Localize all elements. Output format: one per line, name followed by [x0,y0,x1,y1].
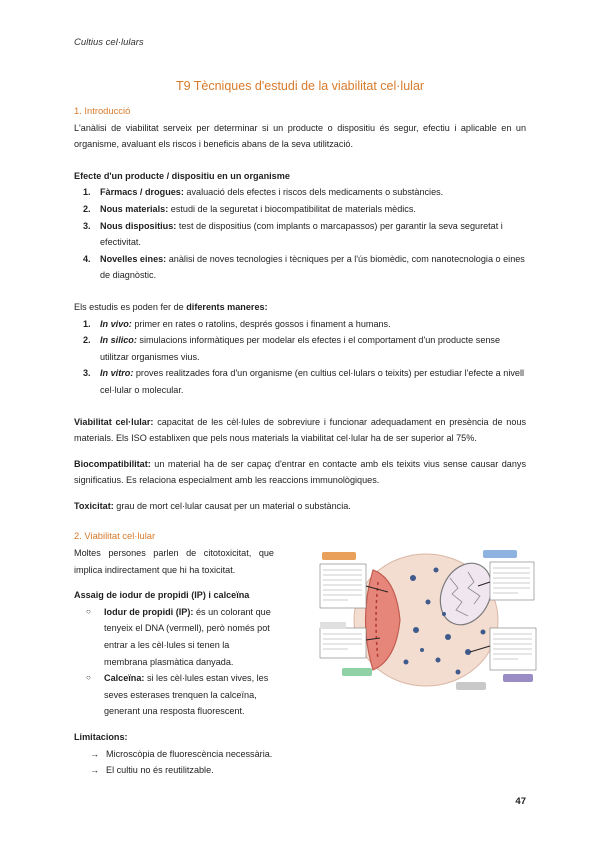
list-item: ○ Iodur de propidi (IP): és un colorant que tenyeix el DNA (vermell), però només pot entrar a les cèl·lules si tenen la membrana plasmàtica danyada. [86,606,271,667]
viability-definition: Viabilitat cel·lular: capacitat de les cèl·lules de sobreviure i funcionar adequadament en presència de nous materials. Els ISO establixen que pels nous materials la viabilitat cel·lular ha de ser superior al 75%. [74,416,526,444]
list-item: 3. In vitro: proves realitzades fora d'un organisme (en cultius cel·lulars o teixits) per estudiar l'efecte a nivell cel·lular o molecular. [83,368,524,395]
list-item: 3. Nous dispositius: test de dispositius (com implants o marcapassos) per garantir la seva seguretat i efectivitat. [83,220,503,248]
section-heading-intro: 1. Introducció [74,105,131,116]
callout-box [320,628,366,658]
limitations-heading: Limitacions: [74,732,128,742]
ways-list [74,316,526,399]
assay-heading: Assaig de iodur de propidi (IP) i calceïna [74,590,250,601]
label-box [503,674,533,682]
callout-box [320,564,366,608]
list-item: ○ Calceïna: si les cèl·lules estan vives, les seves esterases trenquen la calceïna, generant una resposta fluorescent. [86,673,269,717]
limitations-list [74,746,526,779]
label-box [322,552,356,560]
intro-paragraph: L'anàlisi de viabilitat serveix per determinar si un producte o dispositiu és segur, efectiu i aplicable en un organisme, avaluant els riscos i beneficis abans de la seva utilització. [74,122,526,150]
running-header: Cultius cel·lulars [74,37,144,48]
effects-list [74,184,526,284]
assay-list [74,604,274,720]
biocompatibility-definition: Biocompatibilitat: un material ha de ser capaç d'entrar en contacte amb els teixits vius sense causar danys significatius. Es relaciona especialment amb les reaccions immunològiques. [74,458,526,486]
list-item: 2. In silico: simulacions informàtiques per modelar els efectes i el comportament d'un producte sense utilitzar organismes vius. [83,335,501,362]
left-column [74,545,274,720]
list-item: 1. In vivo: primer en rates o ratolins, després gossos i finament a humans. [83,318,391,329]
toxicity-definition: Toxicitat: grau de mort cel·lular causat per un material o substància. [74,500,351,511]
label-box [320,622,346,629]
main-content [74,103,526,779]
list-item: 1. Fàrmacs / drogues: avaluació dels efectes i riscos dels medicaments o substàncies. [83,187,444,198]
page-number: 47 [515,796,526,807]
viability-intro: Moltes persones parlen de citotoxicitat, que implica indirectament que hi ha toxicitat. [74,548,274,575]
label-box [456,682,486,690]
list-item: 2. Nous materials: estudi de la seguretat i biocompatibilitat de materials mèdics. [83,203,416,214]
section-heading-viability: 2. Viabilitat cel·lular [74,530,156,542]
label-box [342,668,372,676]
page-title: T9 Tècniques d'estudi de la viabilitat cel·lular [175,79,425,93]
ways-intro: Els estudis es poden fer de diferents maneres: [74,301,268,312]
label-box [483,550,517,558]
cell-viability-diagram [318,542,538,692]
list-item: → El cultiu no és reutilitzable. [90,765,214,776]
effects-heading: Efecte d'un producte / dispositiu en un organisme [74,170,290,181]
list-item: 4. Novelles eines: anàlisi de noves tecnologies i tècniques per a l'ús biomèdic, com nanotecnologia o eines de diagnòstic. [83,253,525,281]
section-viability [74,528,526,778]
list-item: → Microscòpia de fluorescència necessària. [90,748,273,759]
